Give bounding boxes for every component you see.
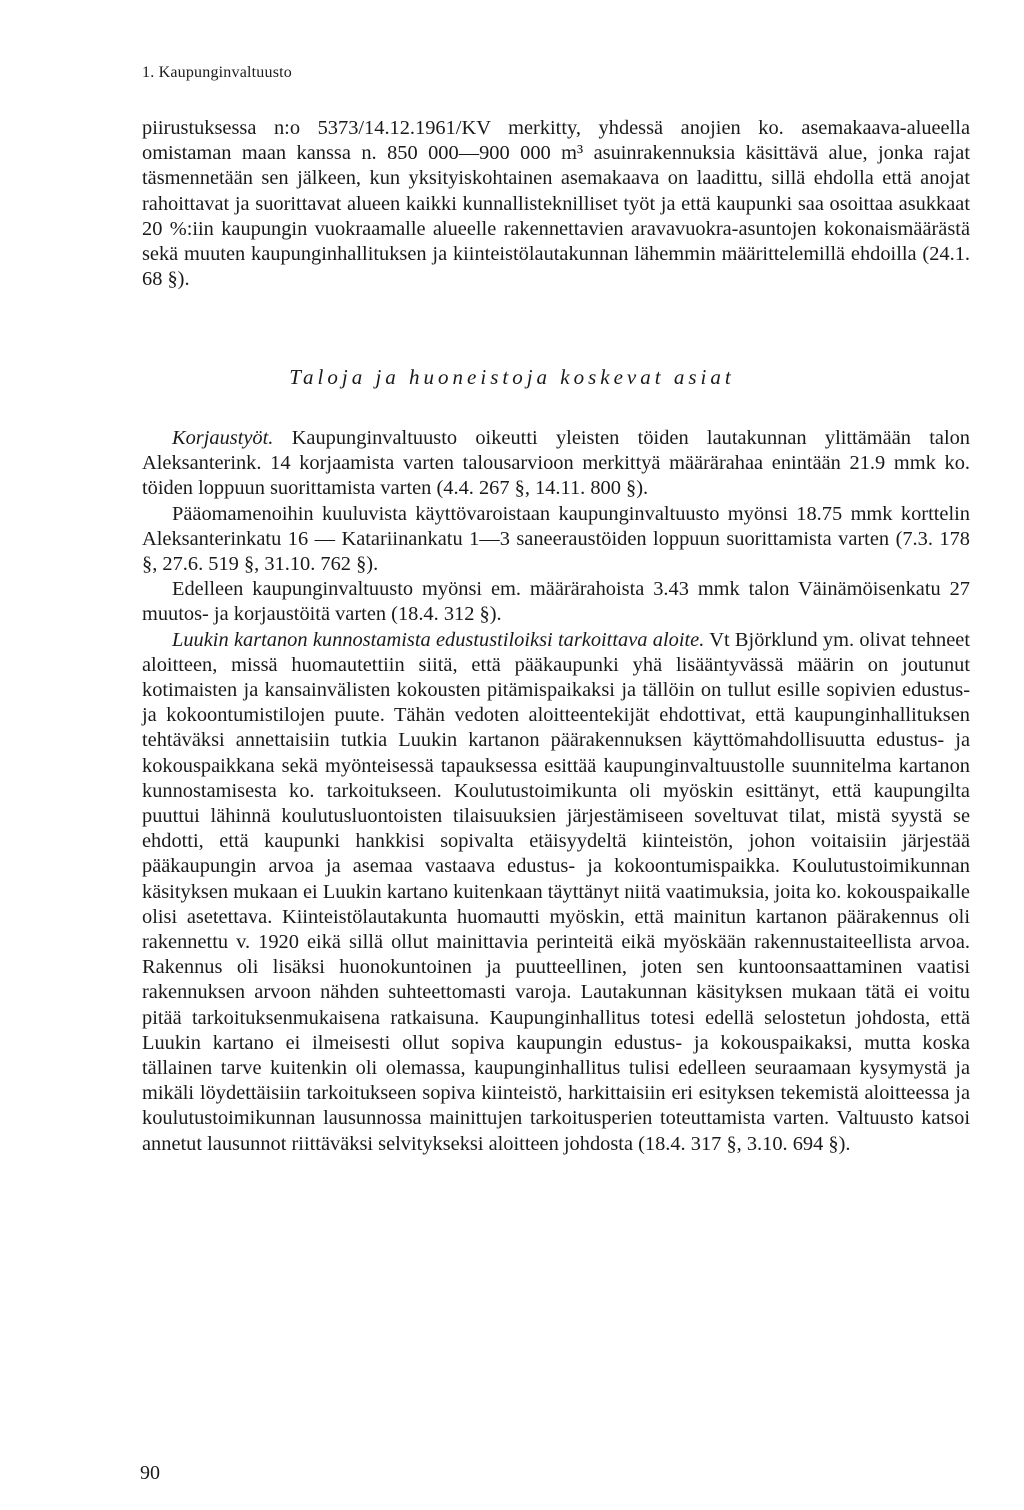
paragraph-luukki (142, 628, 970, 1157)
paragraph-lead-in: Korjaustyöt. (172, 427, 274, 449)
paragraph-paaomamenoihin: Pääomamenoihin kuuluvista käyttövaroistaan kaupunginvaltuusto myönsi 18.75 mmk korttelin Aleksanterinkatu 16 — Katariinankatu 1—3 saneeraustöiden loppuun suorittamista varten (7.3. 178 §, 27.6. 519 §, 31.10. 762 §). (142, 502, 970, 576)
paragraph-continued: piirustuksessa n:o 5373/14.12.1961/KV merkitty, yhdessä anojien ko. asemakaava-alueella omistaman maan kanssa n. 850 000—900 000 m³ asuinrakennuksia käsittävä alue, jonka rajat täsmennetään sen jälkeen, kun yksityiskohtainen asemakaava on laadittu, sillä ehdolla että anojat rahoittavat ja suorittavat alueen kaikki kunnallisteknilliset työt ja että kaupunki saa osoittaa asukkaat 20 %:iin kaupungin vuokraamalle alueelle rakennettavien aravavuokra-asuntojen kokonaismäärästä sekä muuten kaupunginhallituksen ja kiinteistölautakunnan lähemmin määrittelemillä ehdoilla (24.1. 68 §). (142, 117, 970, 291)
section-heading: Taloja ja huoneistoja koskevat asiat (289, 365, 735, 389)
paragraph-text: Vt Björklund ym. olivat tehneet aloitteen, missä huomautettiin siitä, että pääkaupunki yhä lisääntyvässä määrin on joutunut kotimaisten ja kansainvälisten kokousten pitämispaikaksi ja tällöin on tullut esille sopivien edustus- ja kokoontumistilojen puute. Tähän vedoten aloitteentekijät ehdottivat, että kaupunginhallituksen tehtäväksi annettaisiin tutkia Luukin kartanon päärakennuksen käyttömahdollisuutta edustus- ja kokouspaikkana sekä myönteisessä tapauksessa esittää kaupunginvaltuustolle suunnitelma kartanon kunnostamisesta ko. tarkoitukseen. Koulutustoimikunta oli myöskin esittänyt, että kaupungilta puuttui lähinnä koulutusluontoisten tilaisuuksien järjestämiseen soveltuvat tilat, mistä syystä se ehdotti, että kaupunki hankkisi sopivalta etäisyydeltä kiinteistön, johon voitaisiin järjestää pääkaupungin arvoa ja asemaa vastaava edustus- ja kokoontumispaikka. Koulutustoimikunnan käsityksen mukaan ei Luukin kartano kuitenkaan täyttänyt niitä vaatimuksia, joita ko. kokouspaikalle olisi asetettava. Kiinteistölautakunta huomautti myöskin, että mainitun kartanon päärakennus oli rakennettu v. 1920 eikä sillä ollut mainittavia perinteitä eikä myöskään rakennustaiteellista arvoa. Rakennus oli lisäksi huonokuntoinen ja puutteellinen, joten sen kuntoonsaattaminen vaatisi rakennuksen arvoon nähden suhteettomasti varoja. Lautakunnan käsityksen mukaan tätä ei voitu pitää tarkoituksenmukaisena ratkaisuna. Kaupunginhallitus totesi edellä selostetun johdosta, että Luukin kartano ei ilmeisesti ollut sopiva kaupungin edustus- ja kokouspaikaksi, mutta koska tällainen tarve kuitenkin oli olemassa, kaupunginhallitus tulisi edelleen seuraamaan kysymystä ja mikäli löydettäisiin tarkoitukseen sopiva kiinteistö, harkittaisiin eri esityksen tekemistä aloitteessa ja koulutustoimikunnan lausunnossa mainittujen tarkoitusperien toteuttamista varten. Valtuusto katsoi annetut lausunnot riittäväksi selvitykseksi aloitteen johdosta (18.4. 317 §, 3.10. 694 §). (142, 628, 970, 1155)
running-head: 1. Kaupunginvaltuusto (142, 64, 292, 81)
paragraph-korjaustyot (142, 426, 970, 502)
paragraph-lead-in: Luukin kartanon kunnostamista edustustiloiksi tarkoittava aloite. (172, 628, 705, 651)
section-body (142, 426, 970, 1157)
paragraph-text: Kaupunginvaltuusto oikeutti yleisten töiden lautakunnan ylittämään talon Aleksanterink. 14 korjaamista varten talousarvioon merkittyä määrärahaa enintään 21.9 mmk ko. töiden loppuun suorittamista varten (4.4. 267 §, 14.11. 800 §). (142, 427, 970, 500)
page-number: 90 (140, 1462, 160, 1484)
paragraph-edelleen: Edelleen kaupunginvaltuusto myönsi em. määrärahoista 3.43 mmk talon Väinämöisenkatu 27 muutos- ja korjaustöitä varten (18.4. 312 §). (142, 578, 970, 626)
